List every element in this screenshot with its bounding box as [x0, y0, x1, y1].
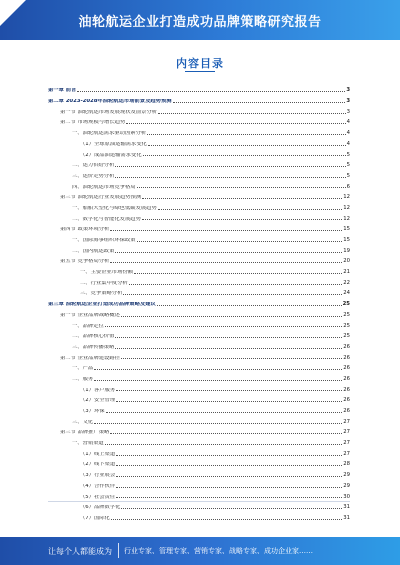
toc-entry-page: 15: [343, 237, 350, 244]
toc-entry[interactable]: [48, 478, 350, 489]
toc-leader-dots: [105, 444, 342, 445]
toc-entry[interactable]: [48, 307, 350, 318]
toc-heading-underline: [185, 71, 215, 72]
toc-entry-page: 3: [346, 98, 350, 105]
toc-entry-title: 二、品牌核心价值: [72, 334, 115, 340]
toc-entry-page: 26: [343, 408, 350, 415]
toc-entry[interactable]: [48, 94, 350, 105]
toc-entry[interactable]: [48, 393, 350, 404]
toc-entry-page: 5: [346, 172, 350, 179]
toc-entry-title: 一、品牌定位: [72, 323, 104, 329]
toc-entry-title: （1）线上渠道: [80, 451, 116, 457]
toc-leader-dots: [121, 358, 342, 359]
toc-entry[interactable]: [48, 468, 350, 479]
toc-leader-dots: [115, 166, 345, 167]
toc-entry[interactable]: [48, 254, 350, 265]
footer-separator: [118, 543, 119, 558]
toc-entry-page: 4: [346, 140, 350, 147]
toc-entry-page: 21: [343, 269, 350, 276]
toc-entry-page: 12: [343, 204, 350, 211]
toc-leader-dots: [121, 316, 342, 317]
toc-entry[interactable]: [48, 286, 350, 297]
toc-leader-dots: [137, 241, 343, 242]
toc-entry-title: 第四节 政策环境分析: [60, 227, 110, 233]
toc-entry-page: 26: [343, 397, 350, 404]
toc-entry-page: 26: [343, 343, 350, 350]
toc-entry-page: 12: [343, 215, 350, 222]
toc-leader-dots: [173, 102, 346, 103]
toc-entry-title: 第二节 企业品牌建设路径: [60, 355, 120, 361]
toc-entry-page: 25: [343, 322, 350, 329]
toc-entry-page: 3: [346, 108, 350, 115]
toc-entry-page: 6: [346, 183, 350, 190]
toc-entry-title: 第三节 油轮航运行业发展趋势预测: [60, 195, 142, 201]
toc-entry[interactable]: [48, 222, 350, 233]
toc-entry-title: （6）品牌数字化: [80, 505, 121, 511]
toc-leader-dots: [158, 113, 346, 114]
toc-entry-title: 一、国际海事组织环保政策: [72, 238, 136, 244]
toc-leader-dots: [134, 273, 342, 274]
toc-entry-page: 27: [343, 440, 350, 447]
toc-entry[interactable]: [48, 414, 350, 425]
toc-entry-page: 25: [343, 311, 350, 318]
toc-entry-title: （5）社会责任: [80, 494, 116, 500]
toc-leader-dots: [106, 412, 343, 413]
toc-leader-dots: [121, 508, 342, 509]
toc-entry-title: （3）行业展会: [80, 473, 116, 479]
toc-leader-dots: [116, 390, 342, 391]
toc-entry-page: 27: [343, 450, 350, 457]
toc-entry-title: 三、运价走势分析: [72, 173, 115, 179]
toc-entry-title: 一、产品: [72, 366, 94, 372]
toc-leader-dots: [110, 230, 342, 231]
footer-slogan-right: 行业专家、管理专家、营销专家、战略专家、成功企业家……: [124, 547, 313, 555]
toc-leader-dots: [129, 284, 343, 285]
toc-entry-page: 26: [343, 386, 350, 393]
toc-entry-page: 3: [346, 87, 350, 94]
toc-entry-page: 22: [343, 279, 350, 286]
toc-entry[interactable]: [48, 350, 350, 361]
toc-entry[interactable]: [48, 169, 350, 180]
toc-entry-title: 一、主要企业市场份额: [80, 270, 133, 276]
toc-entry-page: 30: [343, 493, 350, 500]
toc-entry-page: 12: [343, 194, 350, 201]
toc-entry[interactable]: [48, 201, 350, 212]
toc-leader-dots: [142, 219, 342, 220]
toc-entry-title: 二、国内航运政策: [72, 248, 115, 254]
toc-leader-dots: [143, 155, 346, 156]
toc-entry[interactable]: [48, 297, 350, 308]
toc-entry[interactable]: [48, 404, 350, 415]
report-title: 油轮航运企业打造成功品牌策略研究报告: [78, 15, 322, 30]
toc-entry[interactable]: [48, 372, 350, 383]
toc-leader-dots: [77, 91, 345, 92]
footer-divider: [48, 501, 350, 502]
toc-entry-page: 5: [346, 151, 350, 158]
toc-entry[interactable]: [48, 211, 350, 222]
toc-entry-title: 一、油轮航运需求驱动因素分析: [72, 131, 147, 137]
toc-leader-dots: [111, 519, 342, 520]
toc-leader-dots: [158, 209, 342, 210]
report-footer: [0, 537, 400, 565]
toc-entry-page: 31: [343, 514, 350, 521]
toc-entry-page: 26: [343, 365, 350, 372]
toc-entry[interactable]: [48, 489, 350, 500]
toc-leader-dots: [115, 348, 342, 349]
toc-entry-title: （1）全球原油运输需求变化: [80, 141, 147, 147]
toc-entry-title: （3）环保: [80, 409, 105, 415]
toc-leader-dots: [157, 305, 342, 306]
toc-entry[interactable]: [48, 190, 350, 201]
toc-leader-dots: [116, 476, 342, 477]
toc-entry-title: 三、文化: [72, 419, 94, 425]
toc-entry-page: 20: [343, 258, 350, 265]
toc-entry-page: 27: [343, 429, 350, 436]
toc-leader-dots: [115, 252, 342, 253]
toc-entry-title: 第一章 前言: [48, 88, 77, 94]
toc-entry[interactable]: [48, 340, 350, 351]
toc-leader-dots: [142, 198, 342, 199]
toc-entry-title: 三、品牌传播策略: [72, 344, 115, 350]
toc-leader-dots: [110, 433, 342, 434]
toc-entry[interactable]: [48, 126, 350, 137]
toc-leader-dots: [116, 497, 342, 498]
toc-entry[interactable]: [48, 425, 350, 436]
toc-entry-title: 四、油轮航运市场竞争格局: [72, 184, 136, 190]
toc-leader-dots: [94, 423, 342, 424]
toc-entry-page: 25: [343, 333, 350, 340]
toc-entry-page: 26: [343, 354, 350, 361]
toc-entry-page: 27: [343, 418, 350, 425]
toc-entry[interactable]: [48, 457, 350, 468]
toc-entry-title: （7）国际化: [80, 515, 110, 521]
toc-entry-title: 第三节 品牌推广策略: [60, 430, 110, 436]
toc-leader-dots: [116, 401, 342, 402]
toc-entry[interactable]: [48, 115, 350, 126]
toc-entry-title: （4）合作伙伴: [80, 483, 116, 489]
toc-entry-page: 28: [343, 461, 350, 468]
toc-leader-dots: [126, 123, 345, 124]
toc-entry[interactable]: [48, 243, 350, 254]
toc-leader-dots: [116, 455, 342, 456]
toc-entry[interactable]: [48, 147, 350, 158]
toc-heading: 内容目录: [176, 57, 224, 70]
toc-entry[interactable]: [48, 446, 350, 457]
footer-slogan-left: 让每个人都能成为: [48, 547, 112, 556]
toc-entry[interactable]: [48, 511, 350, 522]
toc-entry-page: 15: [343, 226, 350, 233]
toc-entry-title: 一、营销渠道: [72, 441, 104, 447]
toc-entry-page: 4: [346, 130, 350, 137]
toc-entry-page: 29: [343, 472, 350, 479]
toc-entry-title: （2）线下渠道: [80, 462, 116, 468]
toc-entry-page: 31: [343, 504, 350, 511]
toc-entry-title: （2）成品油运输需求变化: [80, 152, 142, 158]
toc-entry-page: 26: [343, 375, 350, 382]
toc-leader-dots: [148, 145, 346, 146]
toc-entry-title: 第五节 竞争格局分析: [60, 259, 110, 265]
toc-entry[interactable]: [48, 275, 350, 286]
toc-entry-title: 二、服务: [72, 376, 94, 382]
toc-entry-title: 第一节 企业品牌战略概述: [60, 312, 120, 318]
toc-leader-dots: [116, 487, 342, 488]
toc-entry-title: 第二章 2023-2028年油轮航运市场前景及趋势预测: [48, 99, 172, 105]
toc-entry-title: 第三章 油轮航运企业打造成功品牌策略及建议: [48, 302, 156, 308]
toc-entry[interactable]: [48, 436, 350, 447]
toc-entry-title: 二、行业集中度分析: [80, 280, 128, 286]
toc-leader-dots: [137, 187, 346, 188]
toc-entry-title: 第二节 市场规模与增长趋势: [60, 120, 126, 126]
toc-entry[interactable]: [48, 233, 350, 244]
toc-entry-page: 4: [346, 119, 350, 126]
toc-entry[interactable]: [48, 318, 350, 329]
toc-leader-dots: [105, 326, 342, 327]
toc-entry-page: 19: [343, 247, 350, 254]
toc-leader-dots: [115, 177, 345, 178]
toc-leader-dots: [94, 380, 342, 381]
toc-entry[interactable]: [48, 158, 350, 169]
report-header: [0, 0, 400, 40]
toc-entry[interactable]: [48, 265, 350, 276]
toc-leader-dots: [115, 337, 342, 338]
toc-entry-title: （1）客户服务: [80, 387, 116, 393]
toc-entry[interactable]: [48, 179, 350, 190]
toc-entry-title: （2）安全管理: [80, 398, 116, 404]
toc-leader-dots: [123, 294, 342, 295]
toc-entry[interactable]: [48, 382, 350, 393]
toc-entry-title: 三、竞争策略分析: [80, 291, 123, 297]
table-of-contents: [48, 83, 350, 521]
toc-entry[interactable]: [48, 83, 350, 94]
toc-entry-title: 二、运力供给分析: [72, 163, 115, 169]
toc-entry-page: 25: [342, 301, 350, 308]
toc-entry-title: 一、船舶大型化与绿色低碳发展趋势: [72, 205, 157, 211]
toc-entry[interactable]: [48, 136, 350, 147]
toc-entry-page: 24: [343, 290, 350, 297]
toc-leader-dots: [116, 465, 342, 466]
toc-entry-title: 二、数字化与智能化发展趋势: [72, 216, 141, 222]
toc-entry-title: 第一节 油轮航运市场发展现状及前景分析: [60, 109, 158, 115]
toc-entry[interactable]: [48, 361, 350, 372]
toc-entry-page: 5: [346, 162, 350, 169]
toc-entry-page: 29: [343, 482, 350, 489]
toc-leader-dots: [94, 369, 342, 370]
toc-leader-dots: [110, 262, 342, 263]
toc-entry[interactable]: [48, 329, 350, 340]
toc-leader-dots: [147, 134, 345, 135]
toc-entry[interactable]: [48, 104, 350, 115]
